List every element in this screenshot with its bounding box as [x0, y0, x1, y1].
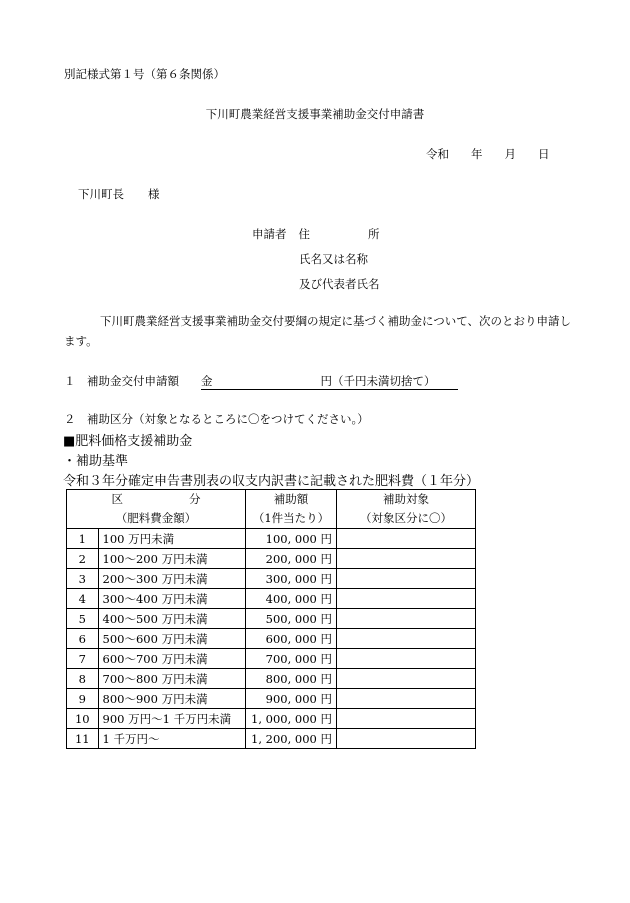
- row-amount: 900, 000 円: [246, 689, 337, 709]
- row-number: 8: [67, 669, 99, 689]
- table-row: [67, 649, 476, 669]
- body-text: 下川町農業経営支援事業補助金交付要綱の規定に基づく補助金について、次のとおり申請します。: [64, 314, 572, 348]
- row-target-cell[interactable]: [337, 529, 476, 549]
- item-subsidy-category: ２ 補助区分（対象となるところに〇をつけてください。）: [64, 412, 369, 426]
- addressee-honorific: 様: [148, 187, 160, 201]
- row-range: 400～500 万円未満: [98, 609, 245, 629]
- table-row: [67, 689, 476, 709]
- section-subheading: ・補助基準: [63, 454, 129, 469]
- amount-suffix: 円（千円未満切捨て）: [320, 374, 436, 388]
- document-title: 下川町農業経営支援事業補助金交付申請書: [205, 107, 425, 121]
- row-amount: 1, 200, 000 円: [246, 729, 337, 749]
- applicant-rep-label: 及び代表者氏名: [299, 277, 380, 291]
- header-amount-line1: 補助額: [273, 492, 309, 506]
- row-range: 100～200 万円未満: [98, 549, 245, 569]
- address-label-b: 所: [368, 227, 380, 241]
- addressee: [78, 186, 160, 202]
- header-target: [337, 490, 476, 529]
- row-amount: 100, 000 円: [246, 529, 337, 549]
- applicant-label: 申請者: [252, 227, 287, 241]
- header-target-line1: 補助対象: [383, 492, 429, 506]
- row-target-cell[interactable]: [337, 709, 476, 729]
- amount-field[interactable]: [201, 373, 458, 390]
- row-number: 3: [67, 569, 99, 589]
- header-category-line1: 区 分: [111, 492, 201, 506]
- row-target-cell[interactable]: [337, 689, 476, 709]
- table-row: [67, 549, 476, 569]
- applicant-address-row: [252, 226, 380, 242]
- row-target-cell[interactable]: [337, 609, 476, 629]
- table-row: [67, 669, 476, 689]
- applicant-name-label: 氏名又は名称: [299, 252, 368, 266]
- item1-label: １ 補助金交付申請額: [64, 374, 179, 388]
- table-header-row: [67, 490, 476, 529]
- row-amount: 800, 000 円: [246, 669, 337, 689]
- address-label-a: 住: [298, 227, 310, 241]
- row-range: 100 万円未満: [98, 529, 245, 549]
- row-number: 10: [67, 709, 99, 729]
- row-target-cell[interactable]: [337, 649, 476, 669]
- row-target-cell[interactable]: [337, 569, 476, 589]
- row-amount: 500, 000 円: [246, 609, 337, 629]
- row-range: 600～700 万円未満: [98, 649, 245, 669]
- row-range: 300～400 万円未満: [98, 589, 245, 609]
- table-row: [67, 629, 476, 649]
- date-line: [426, 146, 550, 162]
- row-amount: 200, 000 円: [246, 549, 337, 569]
- row-target-cell[interactable]: [337, 589, 476, 609]
- header-category: [67, 490, 246, 529]
- row-number: 5: [67, 609, 99, 629]
- row-number: 11: [67, 729, 99, 749]
- row-amount: 300, 000 円: [246, 569, 337, 589]
- table-row: [67, 609, 476, 629]
- header-amount-line2: （1件当たり）: [252, 511, 330, 525]
- row-range: 1 千万円～: [98, 729, 245, 749]
- row-amount: 400, 000 円: [246, 589, 337, 609]
- row-target-cell[interactable]: [337, 549, 476, 569]
- table-row: [67, 589, 476, 609]
- date-day: 日: [538, 147, 550, 161]
- row-number: 1: [67, 529, 99, 549]
- amount-prefix: 金: [201, 374, 213, 388]
- form-number: 別記様式第１号（第６条関係）: [64, 67, 225, 81]
- header-amount: [246, 490, 337, 529]
- date-month: 月: [504, 147, 516, 161]
- row-number: 7: [67, 649, 99, 669]
- addressee-name: 下川町長: [78, 187, 124, 201]
- header-target-line2: （対象区分に〇）: [360, 511, 452, 525]
- date-era: 令和: [426, 147, 449, 161]
- header-category-line2: （肥料費金額）: [115, 511, 197, 525]
- row-range: 500～600 万円未満: [98, 629, 245, 649]
- row-amount: 600, 000 円: [246, 629, 337, 649]
- subsidy-table: [66, 489, 476, 749]
- row-range: 200～300 万円未満: [98, 569, 245, 589]
- item-application-amount: [64, 373, 458, 390]
- row-amount: 700, 000 円: [246, 649, 337, 669]
- table-row: [67, 529, 476, 549]
- table-row: [67, 569, 476, 589]
- section-heading: ■肥料価格支援補助金: [63, 434, 193, 449]
- date-year: 年: [471, 147, 483, 161]
- row-number: 9: [67, 689, 99, 709]
- row-number: 4: [67, 589, 99, 609]
- section-description: 令和３年分確定申告書別表の収支内訳書に記載された肥料費（１年分）: [63, 474, 480, 489]
- row-range: 800～900 万円未満: [98, 689, 245, 709]
- table-row: [67, 729, 476, 749]
- row-range: 700～800 万円未満: [98, 669, 245, 689]
- row-number: 6: [67, 629, 99, 649]
- table-row: [67, 709, 476, 729]
- row-target-cell[interactable]: [337, 729, 476, 749]
- row-target-cell[interactable]: [337, 629, 476, 649]
- row-range: 900 万円～1 千万円未満: [98, 709, 245, 729]
- row-number: 2: [67, 549, 99, 569]
- row-target-cell[interactable]: [337, 669, 476, 689]
- row-amount: 1, 000, 000 円: [246, 709, 337, 729]
